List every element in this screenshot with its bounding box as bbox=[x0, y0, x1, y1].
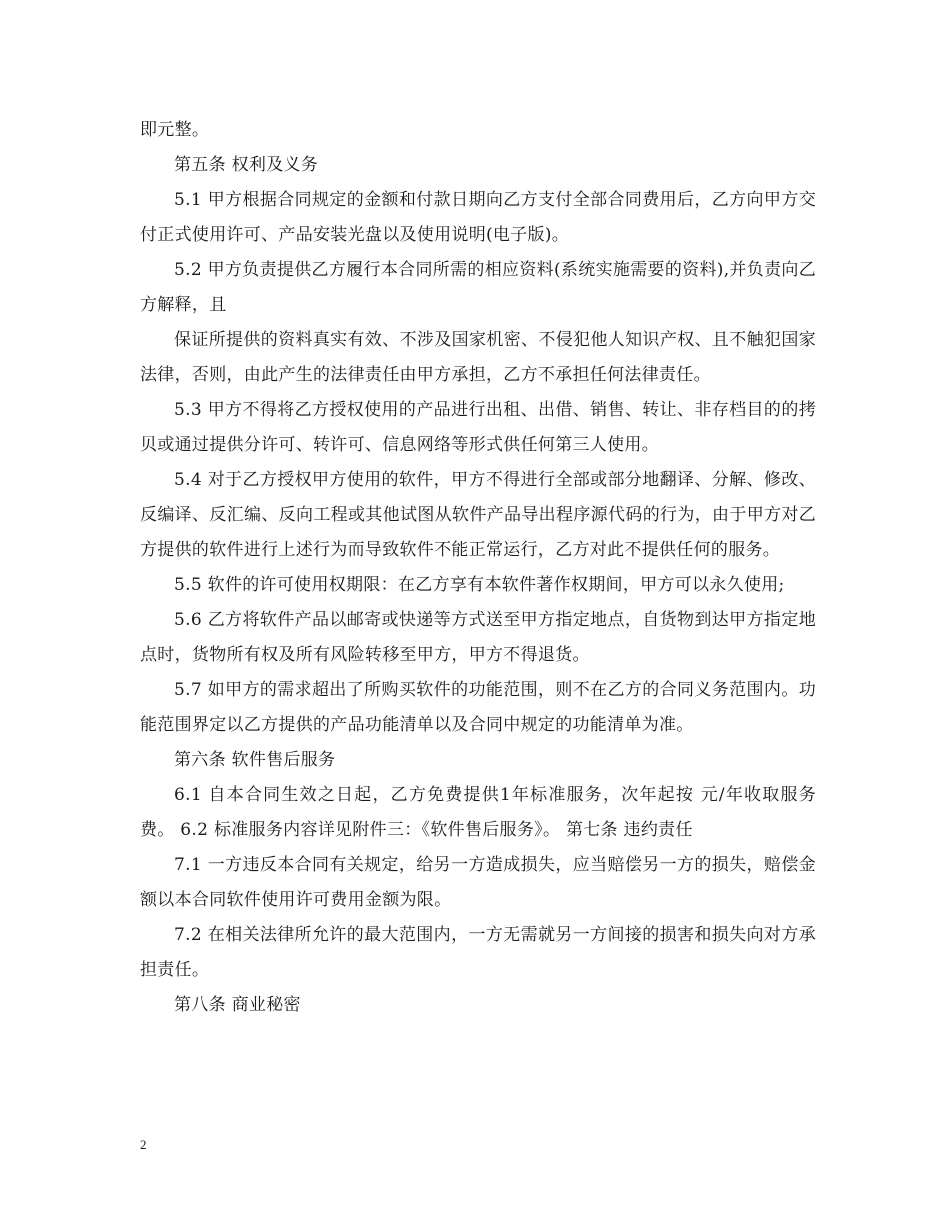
clause-7-1: 7.1 一方违反本合同有关规定，给另一方造成损失，应当赔偿另一方的损失，赔偿金额以本合同软件使用许可费用金额为限。 bbox=[140, 855, 816, 910]
clause-5-7: 5.7 如甲方的需求超出了所购买软件的功能范围，则不在乙方的合同义务范围内。功能范围界定以乙方提供的产品功能清单以及合同中规定的功能清单为准。 bbox=[140, 680, 816, 735]
clause-5-6: 5.6 乙方将软件产品以邮寄或快递等方式送至甲方指定地点，自货物到达甲方指定地点时，货物所有权及所有风险转移至甲方，甲方不得退货。 bbox=[140, 610, 816, 665]
page-number: 2 bbox=[140, 1137, 147, 1152]
clause-5-4: 5.4 对于乙方授权甲方使用的软件，甲方不得进行全部或部分地翻译、分解、修改、反编译、反汇编、反向工程或其他试图从软件产品导出程序源代码的行为，由于甲方对乙方提供的软件进行上述行为而导致软件不能正常运行，乙方对此不提供任何的服务。 bbox=[140, 470, 816, 560]
section-heading-8: 第八条 商业秘密 bbox=[174, 995, 301, 1015]
document-body bbox=[140, 113, 816, 1023]
clause-5-2: 5.2 甲方负责提供乙方履行本合同所需的相应资料(系统实施需要的资料),并负责向乙方解释，且 bbox=[140, 260, 816, 315]
clause-5-3: 5.3 甲方不得将乙方授权使用的产品进行出租、出借、销售、转让、非存档目的的拷贝或通过提供分许可、转许可、信息网络等形式供任何第三人使用。 bbox=[140, 400, 816, 455]
clause-5-5: 5.5 软件的许可使用权期限：在乙方享有本软件著作权期间，甲方可以永久使用; bbox=[174, 575, 785, 595]
clause-7-2: 7.2 在相关法律所允许的最大范围内，一方无需就另一方间接的损害和损失向对方承担责任。 bbox=[140, 925, 816, 980]
clause-6-1: 6.1 自本合同生效之日起，乙方免费提供1年标准服务，次年起按 元/年收取服务费。 6.2 标准服务内容详见附件三：《软件售后服务》。 第七条 违约责任 bbox=[140, 785, 816, 840]
section-heading-5: 第五条 权利及义务 bbox=[174, 155, 319, 175]
clause-5-2-continued: 保证所提供的资料真实有效、不涉及国家机密、不侵犯他人知识产权、且不触犯国家法律，否则，由此产生的法律责任由甲方承担，乙方不承担任何法律责任。 bbox=[140, 330, 816, 385]
section-heading-6: 第六条 软件售后服务 bbox=[174, 750, 336, 770]
paragraph-intro: 即元整。 bbox=[140, 120, 210, 140]
clause-5-1: 5.1 甲方根据合同规定的金额和付款日期向乙方支付全部合同费用后，乙方向甲方交付正式使用许可、产品安装光盘以及使用说明(电子版)。 bbox=[140, 190, 816, 245]
